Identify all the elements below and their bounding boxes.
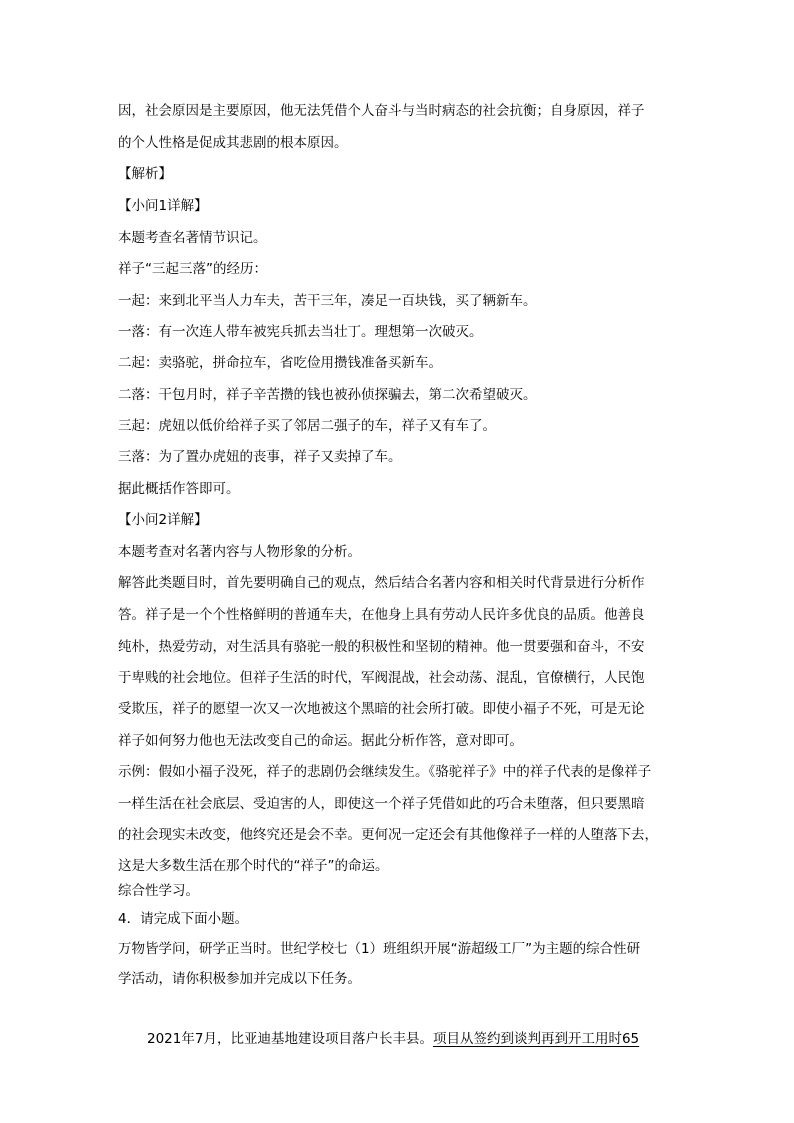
- text-line: 这是大多数生活在那个时代的“祥子”的命运。: [118, 858, 389, 874]
- text-line: 祥子“三起三落”的经历：: [118, 261, 267, 277]
- text-line: 三起：虎妞以低价给祥子买了邻居二强子的车，祥子又有车了。: [118, 418, 496, 434]
- text-line: 祥子如何努力他也无法改变自己的命运。据此分析作答，意对即可。: [118, 733, 523, 749]
- subquestion-2-heading: 【小问2详解】: [118, 512, 208, 528]
- text-line: 学活动，请你积极参加并完成以下任务。: [118, 971, 361, 987]
- text-line: 的个人性格是促成其悲剧的根本原因。: [118, 135, 348, 151]
- text-line: 解答此类题目时，首先要明确自己的观点，然后结合名著内容和相关时代背景进行分析作: [118, 575, 645, 591]
- passage-line: [147, 1029, 639, 1049]
- text-line: 答。祥子是一个个性格鲜明的普通车夫，在他身上具有劳动人民许多优良的品质。他善良: [118, 607, 645, 623]
- text-line: 受欺压，祥子的愿望一次又一次地被这个黑暗的社会所打破。即使小福子不死，可是无论: [118, 701, 645, 717]
- text-line: 三落：为了置办虎妞的丧事，祥子又卖掉了车。: [118, 449, 402, 465]
- text-line: 万物皆学问，研学正当时。世纪学校七（1）班组织开展“游超级工厂”为主题的综合性研: [118, 941, 641, 957]
- text-line: 二落：干包月时，祥子辛苦攒的钱也被孙侦探骗去，第二次希望破灭。: [118, 387, 537, 403]
- text-line: 一样生活在社会底层、受迫害的人，即使这一个祥子凭借如此的巧合未堕落，但只要黑暗: [118, 796, 645, 812]
- passage-underlined-text: 项目从签约到谈判再到开工用时65: [432, 1031, 640, 1047]
- passage-plain-text: 2021年7月，比亚迪基地建设项目落户长丰县。: [147, 1031, 433, 1047]
- text-line: 本题考查名著情节识记。: [118, 230, 267, 246]
- section-heading-analysis: 【解析】: [118, 166, 172, 182]
- text-line: 一落：有一次连人带车被宪兵抓去当壮丁。理想第一次破灭。: [118, 324, 483, 340]
- text-line: 纯朴，热爱劳动，对生活具有骆驼一般的积极性和坚韧的精神。他一贯要强和奋斗，不安: [118, 639, 645, 655]
- question-4-heading: 4．请完成下面小题。: [118, 911, 249, 927]
- text-line: 示例：假如小福子没死，祥子的悲剧仍会继续发生。《骆驼祥子》中的祥子代表的是像祥子: [118, 764, 652, 780]
- text-line: 据此概括作答即可。: [118, 481, 240, 497]
- text-line: 二起：卖骆驼，拼命拉车，省吃俭用攒钱准备买新车。: [118, 355, 442, 371]
- subquestion-1-heading: 【小问1详解】: [118, 198, 208, 214]
- text-line: 一起：来到北平当人力车夫，苦干三年，凑足一百块钱，买了辆新车。: [118, 293, 537, 309]
- text-line: 于卑贱的社会地位。但祥子生活的时代，军阀混战，社会动荡、混乱，官僚横行，人民饱: [118, 670, 645, 686]
- text-line: 本题考查对名著内容与人物形象的分析。: [118, 544, 361, 560]
- text-line: 综合性学习。: [118, 883, 199, 899]
- text-line: 的社会现实未改变，他终究还是会不幸。更何况一定还会有其他像祥子一样的人堕落下去，: [118, 827, 658, 843]
- text-line: 因，社会原因是主要原因，他无法凭借个人奋斗与当时病态的社会抗衡；自身原因，祥子: [118, 103, 645, 119]
